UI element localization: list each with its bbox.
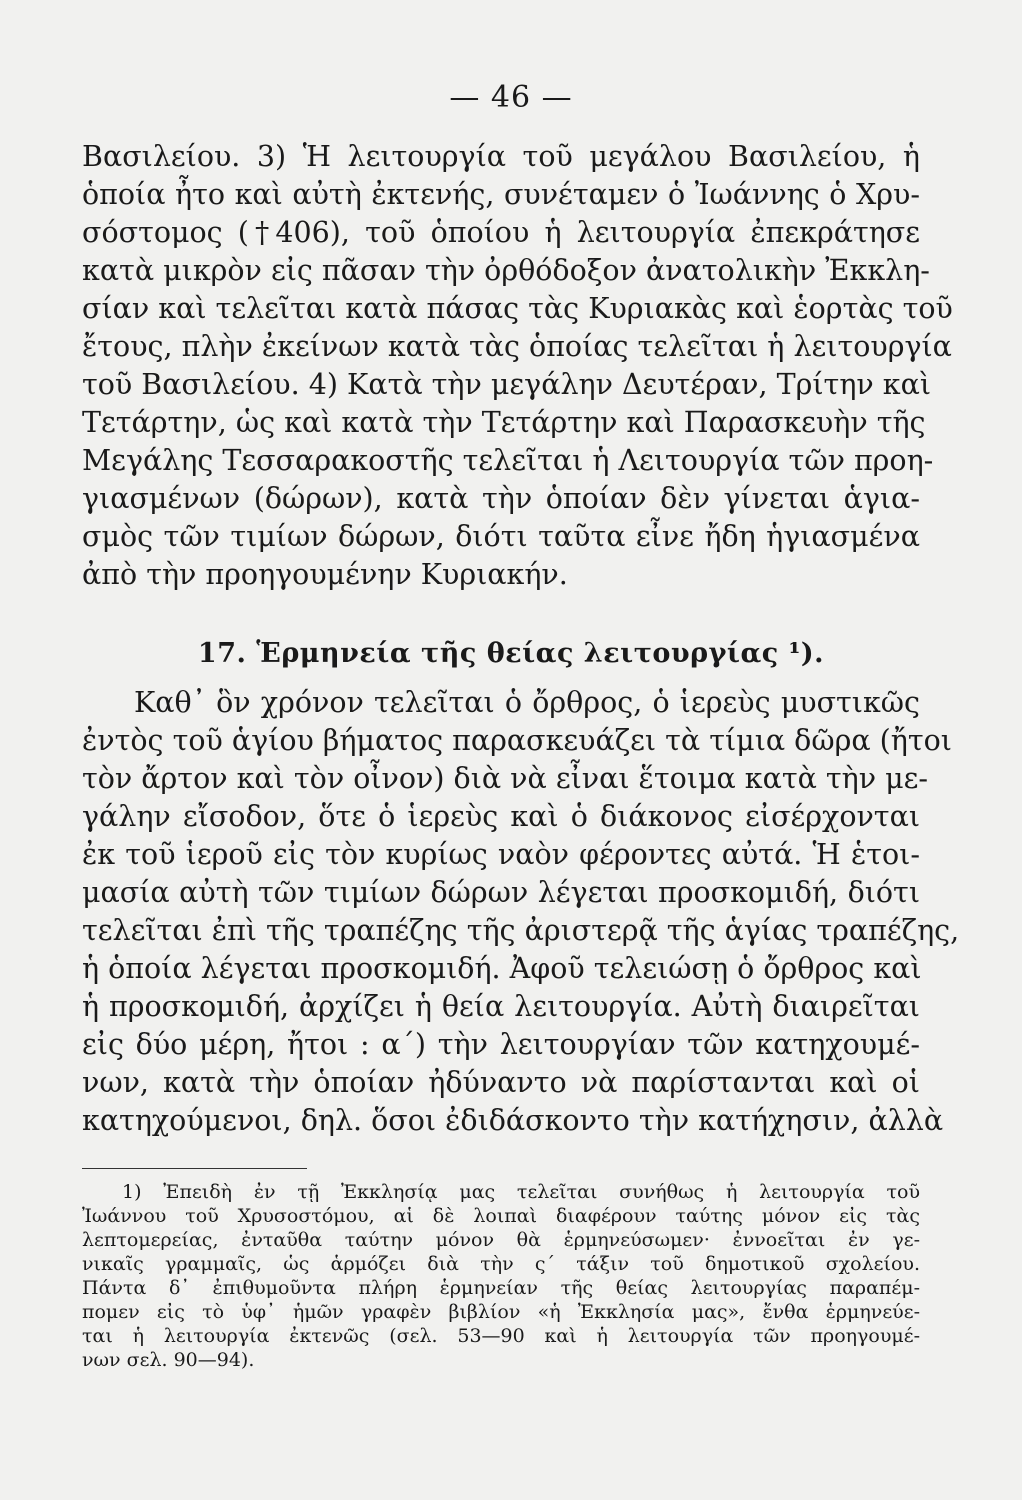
- text-line: ἔτους, πλὴν ἐκείνων κατὰ τὰς ὁποίας τελεῖται ἡ λειτουργία: [82, 330, 952, 363]
- text-line: σμὸς τῶν τιμίων δώρων, διότι ταῦτα εἶνε ἤδη ἡγιασμένα: [82, 520, 920, 553]
- text-line: κατηχούμενοι, δηλ. ὅσοι ἐδιδάσκοντο τὴν κατήχησιν, ἀλλὰ: [82, 1104, 944, 1137]
- footnote-line: λεπτομερείας, ἐνταῦθα ταύτην μόνον θὰ ἑρμηνεύσωμεν· ἐννοεῖται ἐν γε-: [82, 1229, 920, 1251]
- footnote-line: νικαῖς γραμμαῖς, ὡς ἁρμόζει διὰ τὴν ς΄ τάξιν τοῦ δημοτικοῦ σχολείου.: [82, 1253, 920, 1275]
- footnote-line: πομεν εἰς τὸ ὑφ᾽ ἡμῶν γραφὲν βιβλίον «ἡ Ἐκκλησία μας», ἔνθα ἑρμηνεύε-: [82, 1301, 920, 1323]
- text-line: ἐκ τοῦ ἱεροῦ εἰς τὸν κυρίως ναὸν φέροντες αὐτά. Ἡ ἑτοι-: [82, 838, 920, 871]
- page-number: — 46 —: [449, 80, 573, 115]
- text-line: σόστομος (†406), τοῦ ὁποίου ἡ λειτουργία ἐπεκράτησε: [82, 216, 920, 249]
- footnote-line: νων σελ. 90—94).: [82, 1349, 255, 1371]
- text-line: τοῦ Βασιλείου. 4) Κατὰ τὴν μεγάλην Δευτέραν, Τρίτην καὶ: [82, 368, 932, 401]
- text-line: τὸν ἄρτον καὶ τὸν οἶνον) διὰ νὰ εἶναι ἕτοιμα κατὰ τὴν με-: [82, 762, 929, 795]
- text-line: ἡ ὁποία λέγεται προσκομιδή. Ἀφοῦ τελειώσῃ ὁ ὄρθρος καὶ: [82, 952, 922, 985]
- footnote-line: Ἰωάννου τοῦ Χρυσοστόμου, αἱ δὲ λοιπαὶ διαφέρουν ταύτης μόνον εἰς τὰς: [82, 1205, 920, 1227]
- footnote-line: ται ἡ λειτουργία ἐκτενῶς (σελ. 53—90 καὶ ἡ λειτουργία τῶν προηγουμέ-: [82, 1325, 920, 1347]
- text-line: εἰς δύο μέρη, ἤτοι : α΄) τὴν λειτουργίαν τῶν κατηχουμέ-: [82, 1028, 920, 1061]
- section-heading: 17. Ἑρμηνεία τῆς θείας λειτουργίας ¹).: [197, 638, 825, 669]
- text-line: ἀπὸ τὴν προηγουμένην Κυριακήν.: [82, 558, 568, 591]
- text-line: κατὰ μικρὸν εἰς πᾶσαν τὴν ὀρθόδοξον ἀνατολικὴν Ἐκκλη-: [82, 254, 930, 287]
- text-line: Βασιλείου. 3) Ἡ λειτουργία τοῦ μεγάλου Βασιλείου, ἡ: [82, 140, 920, 173]
- text-line: γιασμένων (δώρων), κατὰ τὴν ὁποίαν δὲν γίνεται ἁγια-: [82, 482, 920, 515]
- text-line: ἐντὸς τοῦ ἁγίου βήματος παρασκευάζει τὰ τίμια δῶρα (ἤτοι: [82, 724, 952, 757]
- text-line: ἡ προσκομιδή, ἀρχίζει ἡ θεία λειτουργία. Αὐτὴ διαιρεῖται: [82, 990, 920, 1023]
- text-line: Καθ᾽ ὃν χρόνον τελεῖται ὁ ὄρθρος, ὁ ἱερεὺς μυστικῶς: [134, 686, 920, 719]
- text-line: Τετάρτην, ὡς καὶ κατὰ τὴν Τετάρτην καὶ Παρασκευὴν τῆς: [82, 406, 926, 439]
- footnote-line: 1) Ἐπειδὴ ἐν τῇ Ἐκκλησίᾳ μας τελεῖται συνήθως ἡ λειτουργία τοῦ: [122, 1181, 920, 1203]
- text-line: μασία αὐτὴ τῶν τιμίων δώρων λέγεται προσκομιδή, διότι: [82, 876, 920, 909]
- text-line: νων, κατὰ τὴν ὁποίαν ἠδύναντο νὰ παρίστανται καὶ οἱ: [82, 1066, 920, 1099]
- footnote-line: Πάντα δ᾽ ἐπιθυμοῦντα πλήρη ἑρμηνείαν τῆς θείας λειτουργίας παραπέμ-: [82, 1277, 920, 1299]
- footnote-rule: [82, 1168, 307, 1169]
- text-line: σίαν καὶ τελεῖται κατὰ πάσας τὰς Κυριακὰς καὶ ἑορτὰς τοῦ: [82, 292, 953, 325]
- text-line: Μεγάλης Τεσσαρακοστῆς τελεῖται ἡ Λειτουργία τῶν προη-: [82, 444, 934, 477]
- text-line: τελεῖται ἐπὶ τῆς τραπέζης τῆς ἀριστερᾷ τῆς ἁγίας τραπέζης,: [82, 914, 960, 947]
- text-line: ὁποία ἦτο καὶ αὐτὴ ἐκτενής, συνέταμεν ὁ Ἰωάννης ὁ Χρυ-: [82, 178, 920, 211]
- text-line: γάλην εἴσοδον, ὅτε ὁ ἱερεὺς καὶ ὁ διάκονος εἰσέρχονται: [82, 800, 920, 833]
